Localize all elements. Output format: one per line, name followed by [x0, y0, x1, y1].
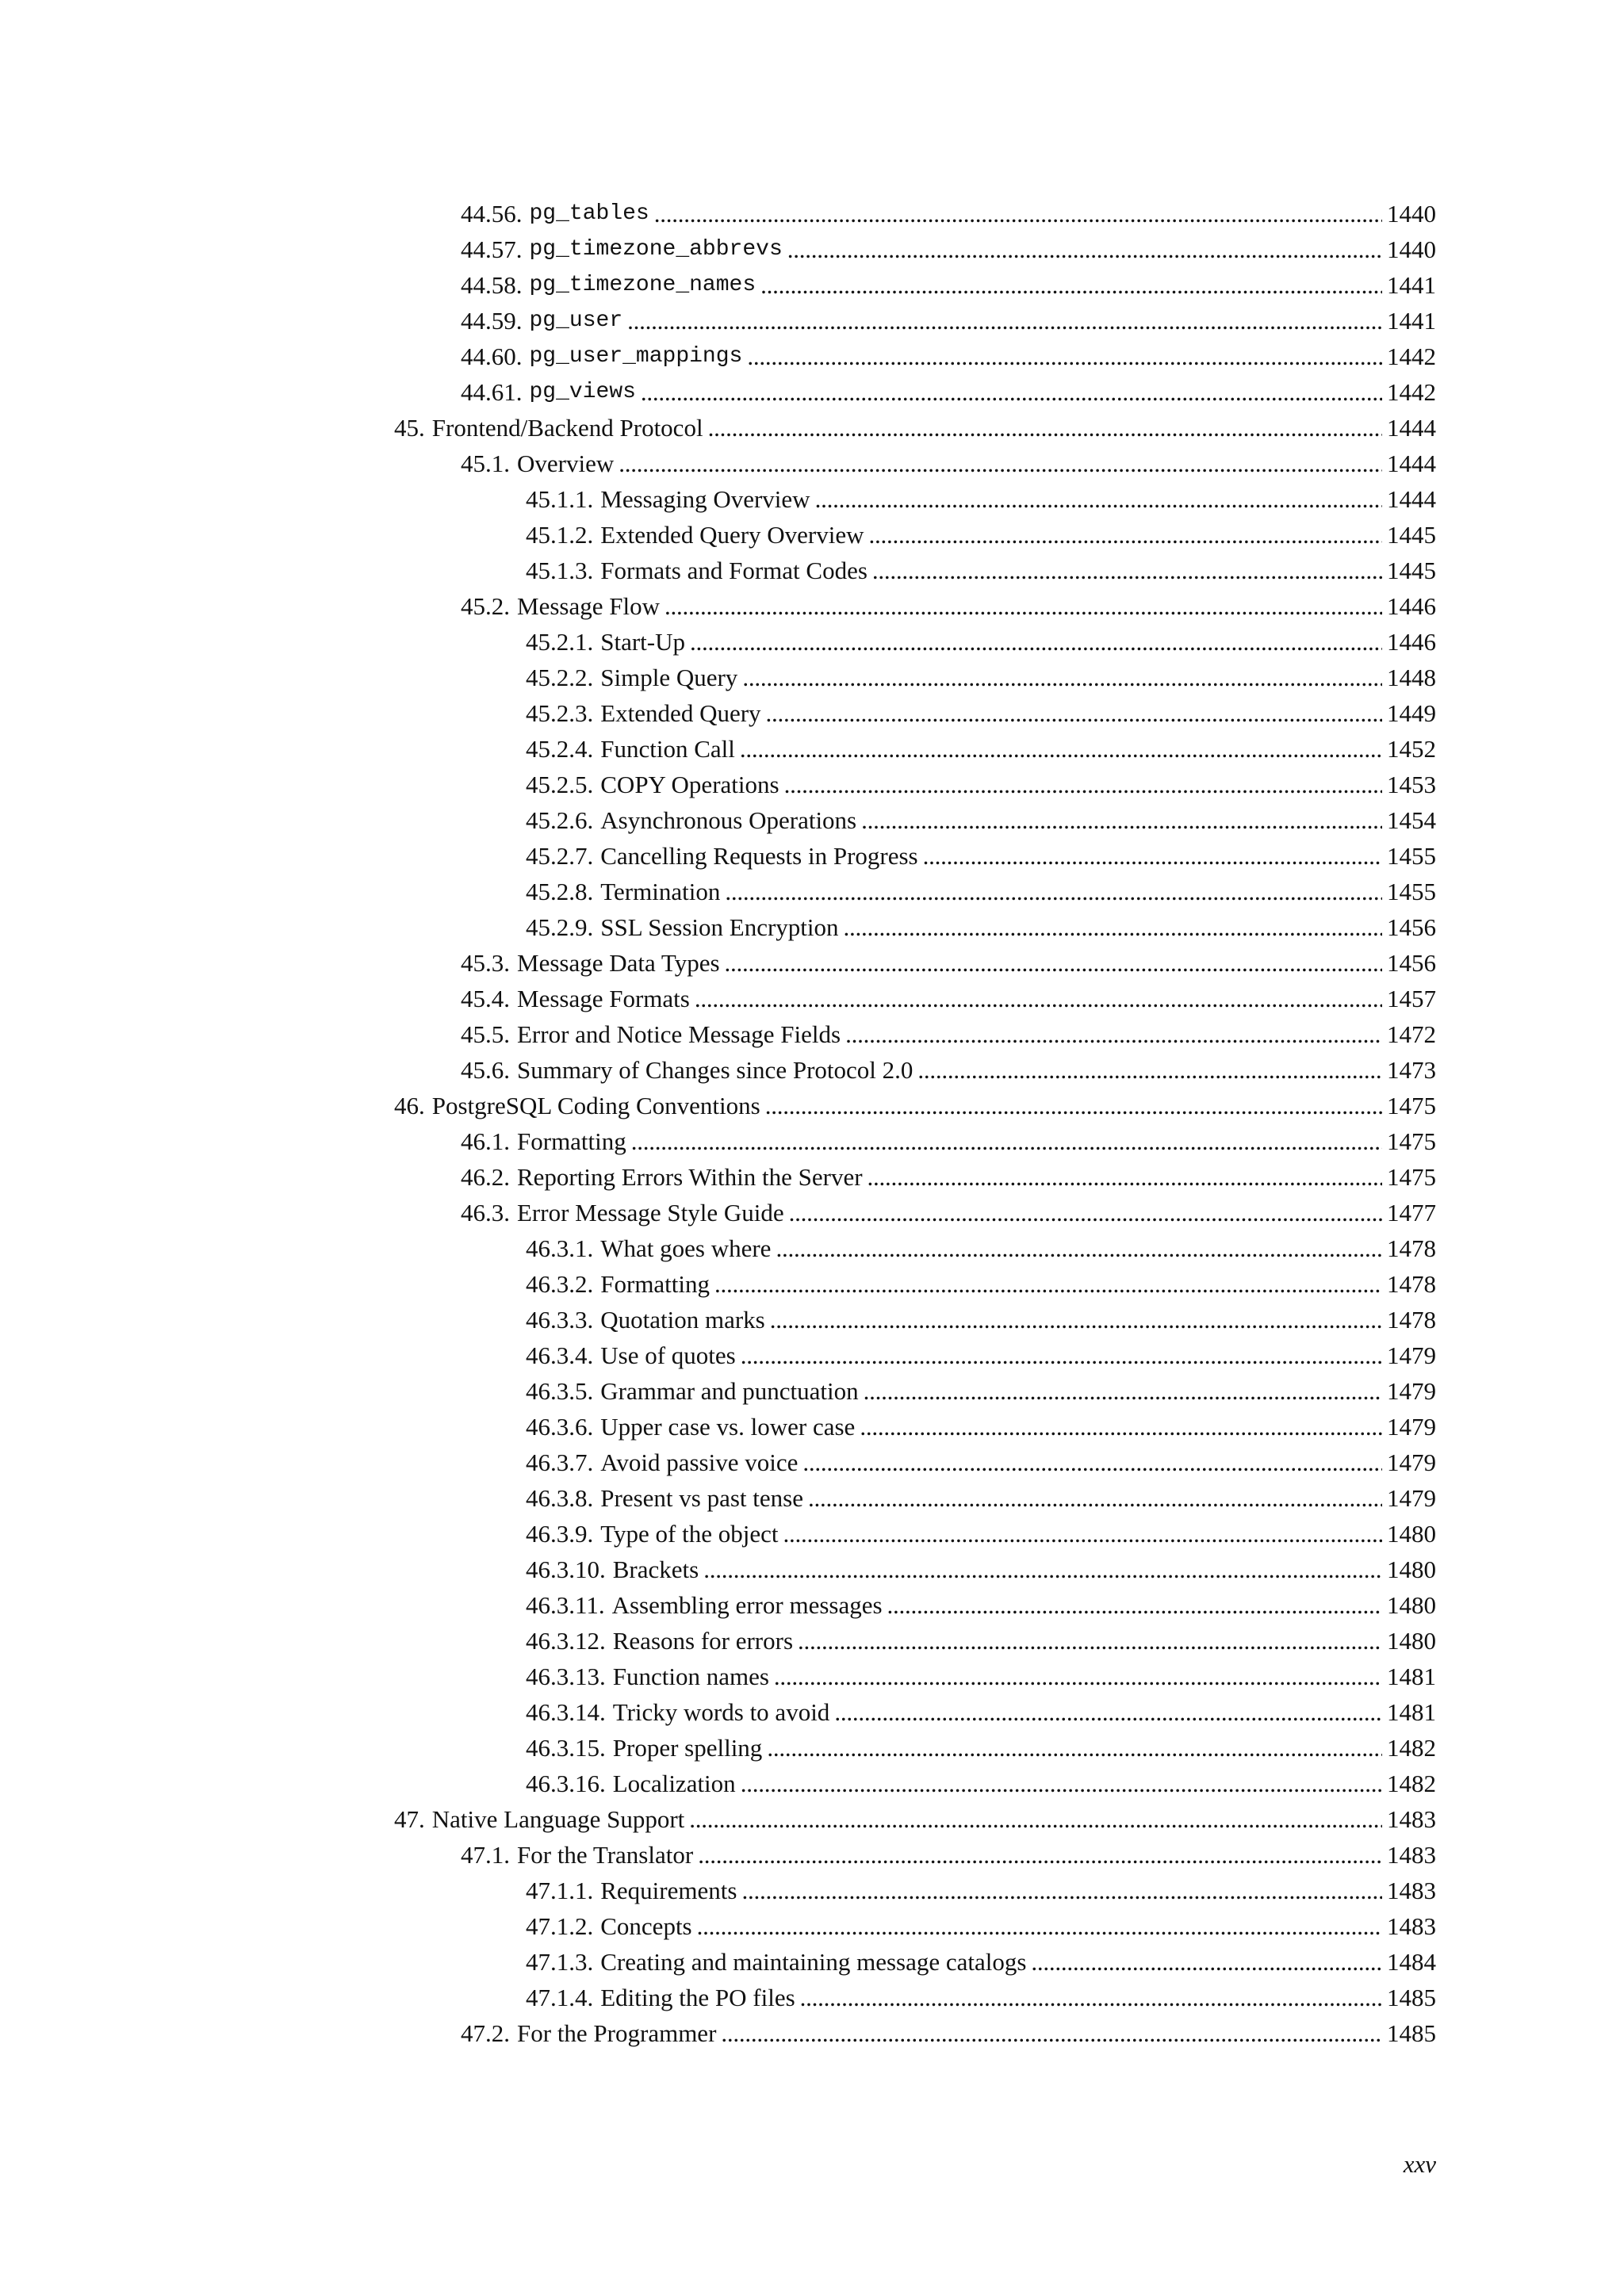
toc-entry-page: 1440 [1387, 235, 1436, 263]
toc-entry-page: 1480 [1387, 1627, 1436, 1655]
toc-entry-title: Brackets [612, 1556, 699, 1583]
toc-entry-page: 1456 [1387, 949, 1436, 977]
toc-entry[interactable] [526, 1372, 1436, 1407]
toc-dot-leader [631, 1126, 1382, 1158]
toc-entry-number: 46.3.10. [526, 1556, 606, 1583]
toc-entry-title: pg_timezone_names [529, 273, 756, 297]
toc-entry[interactable] [461, 1835, 1436, 1871]
toc-entry-number: 46.3.6. [526, 1413, 594, 1441]
toc-entry-number: 45.2.5. [526, 771, 594, 798]
toc-entry-number: 45.2. [461, 592, 510, 620]
toc-entry-title: Native Language Support [431, 1805, 685, 1833]
toc-entry-number: 45.3. [461, 949, 510, 977]
toc-dot-leader [868, 1161, 1382, 1193]
toc-entry-title: Grammar and punctuation [600, 1377, 859, 1405]
toc-entry[interactable] [526, 1443, 1436, 1479]
toc-entry-page: 1485 [1387, 1984, 1436, 2011]
toc-entry-page: 1480 [1387, 1520, 1436, 1548]
toc-entry-number: 46.3.16. [526, 1770, 606, 1797]
toc-entry[interactable] [526, 801, 1436, 836]
toc-entry-title: Reporting Errors Within the Server [517, 1163, 863, 1191]
toc-entry[interactable] [526, 872, 1436, 908]
toc-entry[interactable] [526, 1693, 1436, 1728]
toc-entry[interactable] [461, 587, 1436, 622]
toc-entry[interactable] [461, 1158, 1436, 1193]
toc-entry[interactable] [526, 765, 1436, 801]
toc-dot-leader [689, 1804, 1382, 1835]
toc-entry-page: 1452 [1387, 735, 1436, 763]
toc-dot-leader [721, 2018, 1382, 2049]
toc-entry-page: 1444 [1387, 485, 1436, 513]
toc-entry[interactable] [526, 1942, 1436, 1978]
toc-entry-number: 45.2.6. [526, 806, 594, 834]
toc-entry[interactable] [526, 1265, 1436, 1300]
toc-entry-title: Upper case vs. lower case [600, 1413, 856, 1441]
toc-dot-leader [767, 1732, 1382, 1764]
toc-entry-title: Function Call [600, 735, 735, 763]
toc-dot-leader [860, 1411, 1382, 1443]
toc-entry-page: 1478 [1387, 1234, 1436, 1262]
toc-entry-page: 1480 [1387, 1591, 1436, 1619]
toc-entry[interactable] [526, 1300, 1436, 1336]
toc-entry-page: 1441 [1387, 271, 1436, 299]
toc-entry-page: 1483 [1387, 1912, 1436, 1940]
toc-entry[interactable] [526, 515, 1436, 551]
toc-dot-leader [665, 591, 1382, 622]
toc-entry-number: 45.1.1. [526, 485, 594, 513]
toc-entry-page: 1477 [1387, 1199, 1436, 1226]
toc-entry-number: 45.2.7. [526, 842, 594, 870]
toc-entry-title: Present vs past tense [600, 1484, 803, 1512]
toc-entry-number: 46.3.13. [526, 1663, 606, 1690]
toc-entry-number: 45.2.4. [526, 735, 594, 763]
toc-entry-title: Editing the PO files [600, 1984, 795, 2011]
toc-entry-title: Message Flow [517, 592, 660, 620]
toc-entry-page: 1479 [1387, 1341, 1436, 1369]
toc-entry-page: 1475 [1387, 1127, 1436, 1155]
toc-entry-title: Function names [612, 1663, 769, 1690]
toc-entry[interactable] [526, 1407, 1436, 1443]
toc-dot-leader [770, 1304, 1382, 1336]
toc-dot-leader [760, 270, 1382, 301]
toc-entry-page: 1456 [1387, 913, 1436, 941]
toc-dot-leader [766, 698, 1382, 729]
toc-entry-title: Overview [517, 450, 615, 477]
toc-entry-number: 45. [394, 414, 425, 442]
toc-entry-number: 46.3.8. [526, 1484, 594, 1512]
toc-entry-title: Avoid passive voice [600, 1448, 799, 1476]
toc-entry-page: 1455 [1387, 878, 1436, 905]
toc-dot-leader [802, 1447, 1382, 1479]
toc-entry[interactable] [461, 2014, 1436, 2049]
toc-dot-leader [725, 876, 1382, 908]
toc-entry-page: 1479 [1387, 1377, 1436, 1405]
toc-entry-page: 1481 [1387, 1698, 1436, 1726]
toc-entry[interactable] [526, 1907, 1436, 1942]
toc-entry-title: pg_user_mappings [529, 344, 743, 369]
toc-entry[interactable] [526, 551, 1436, 587]
toc-dot-leader [741, 1340, 1382, 1372]
toc-entry[interactable] [526, 729, 1436, 765]
toc-entry-number: 47.1.1. [526, 1877, 594, 1904]
toc-entry-number: 46.3.2. [526, 1270, 594, 1298]
toc-entry[interactable] [526, 836, 1436, 872]
toc-entry-title: Cancelling Requests in Progress [600, 842, 918, 870]
toc-entry-page: 1483 [1387, 1877, 1436, 1904]
toc-entry-title: Message Formats [517, 985, 690, 1012]
toc-entry-number: 46.3.15. [526, 1734, 606, 1762]
toc-entry-number: 45.1. [461, 450, 510, 477]
toc-entry[interactable] [526, 1229, 1436, 1265]
toc-entry-page: 1441 [1387, 307, 1436, 335]
toc-entry-title: For the Translator [517, 1841, 694, 1869]
toc-entry-number: 46.3.3. [526, 1306, 594, 1334]
toc-entry-title: Creating and maintaining message catalogs [600, 1948, 1027, 1976]
toc-entry-page: 1448 [1387, 664, 1436, 691]
toc-entry-number: 47.1. [461, 1841, 510, 1869]
toc-entry-number: 47.1.4. [526, 1984, 594, 2011]
toc-entry-number: 45.2.2. [526, 664, 594, 691]
toc-entry-number: 46.3.11. [526, 1591, 605, 1619]
toc-dot-leader [917, 1054, 1382, 1086]
toc-entry-title: Quotation marks [600, 1306, 765, 1334]
toc-entry[interactable] [461, 230, 1436, 266]
toc-entry-title: Start-Up [600, 628, 686, 656]
toc-entry-page: 1446 [1387, 592, 1436, 620]
toc-dot-leader [784, 769, 1382, 801]
toc-entry-title: Requirements [600, 1877, 737, 1904]
toc-entry-number: 47. [394, 1805, 425, 1833]
toc-dot-leader [697, 1911, 1382, 1942]
toc-entry-page: 1475 [1387, 1163, 1436, 1191]
toc-dot-leader [845, 1019, 1382, 1050]
toc-entry-title: Error and Notice Message Fields [517, 1020, 841, 1048]
toc-dot-leader [741, 1875, 1382, 1907]
toc-entry-title: SSL Session Encryption [600, 913, 839, 941]
toc-entry[interactable] [394, 408, 1436, 444]
toc-entry[interactable] [526, 1586, 1436, 1621]
toc-entry[interactable] [394, 1086, 1436, 1122]
toc-entry-number: 45.2.3. [526, 699, 594, 727]
toc-entry-number: 47.2. [461, 2019, 510, 2047]
toc-entry-title: Proper spelling [612, 1734, 763, 1762]
toc-dot-leader [619, 448, 1382, 480]
toc-dot-leader [695, 983, 1382, 1015]
toc-dot-leader [765, 1090, 1382, 1122]
toc-entry[interactable] [526, 658, 1436, 694]
toc-entry[interactable] [461, 444, 1436, 480]
toc-entry-page: 1457 [1387, 985, 1436, 1012]
toc-entry-page: 1483 [1387, 1841, 1436, 1869]
toc-entry-title: Concepts [600, 1912, 692, 1940]
toc-entry[interactable] [526, 1514, 1436, 1550]
toc-entry[interactable] [526, 480, 1436, 515]
toc-entry-page: 1479 [1387, 1413, 1436, 1441]
toc-entry-page: 1472 [1387, 1020, 1436, 1048]
toc-entry-title: Formats and Format Codes [600, 557, 868, 584]
toc-entry-page: 1478 [1387, 1306, 1436, 1334]
toc-entry-number: 46.3.1. [526, 1234, 594, 1262]
toc-dot-leader [641, 377, 1382, 408]
toc-entry-number: 47.1.3. [526, 1948, 594, 1976]
toc-entry[interactable] [526, 1336, 1436, 1372]
toc-entry[interactable] [526, 908, 1436, 943]
toc-entry-number: 44.58. [461, 271, 523, 299]
toc-entry-title: Formatting [600, 1270, 710, 1298]
toc-entry-title: Termination [600, 878, 721, 905]
toc-entry-title: pg_tables [529, 201, 649, 226]
toc-dot-leader [776, 1233, 1382, 1265]
toc-entry[interactable] [526, 1871, 1436, 1907]
toc-entry-page: 1482 [1387, 1734, 1436, 1762]
toc-entry-page: 1444 [1387, 450, 1436, 477]
toc-entry-title: For the Programmer [517, 2019, 717, 2047]
toc-dot-leader [714, 1269, 1382, 1300]
toc-entry-number: 44.57. [461, 235, 523, 263]
toc-dot-leader [844, 912, 1382, 943]
toc-dot-leader [703, 1554, 1382, 1586]
toc-entry-number: 44.59. [461, 307, 523, 335]
toc-dot-leader [690, 626, 1382, 658]
toc-entry-page: 1449 [1387, 699, 1436, 727]
toc-dot-leader [654, 198, 1382, 230]
toc-dot-leader [783, 1518, 1382, 1550]
toc-entry-page: 1442 [1387, 378, 1436, 406]
toc-entry-title: What goes where [600, 1234, 772, 1262]
toc-entry-title: PostgreSQL Coding Conventions [431, 1092, 760, 1119]
toc-entry-title: Extended Query [600, 699, 761, 727]
toc-entry-title: Extended Query Overview [600, 521, 864, 549]
toc-entry-title: Use of quotes [600, 1341, 736, 1369]
toc-entry[interactable] [461, 979, 1436, 1015]
toc-dot-leader [747, 341, 1382, 373]
toc-dot-leader [774, 1661, 1382, 1693]
toc-dot-leader [1031, 1946, 1382, 1978]
toc-dot-leader [798, 1625, 1382, 1657]
toc-entry-title: Type of the object [600, 1520, 779, 1548]
toc-entry-page: 1480 [1387, 1556, 1436, 1583]
toc-entry[interactable] [526, 1978, 1436, 2014]
toc-entry-number: 47.1.2. [526, 1912, 594, 1940]
toc-entry[interactable] [461, 194, 1436, 230]
toc-entry-number: 45.4. [461, 985, 510, 1012]
toc-entry-page: 1483 [1387, 1805, 1436, 1833]
toc-entry-page: 1445 [1387, 557, 1436, 584]
toc-entry[interactable] [526, 1550, 1436, 1586]
toc-dot-leader [741, 1768, 1382, 1800]
toc-entry-page: 1485 [1387, 2019, 1436, 2047]
toc-entry-number: 46.3.12. [526, 1627, 606, 1655]
toc-entry-title: Simple Query [600, 664, 738, 691]
toc-entry-title: Formatting [517, 1127, 626, 1155]
toc-entry-page: 1440 [1387, 200, 1436, 228]
toc-entry-number: 46.3.5. [526, 1377, 594, 1405]
toc-dot-leader [740, 733, 1382, 765]
toc-entry-page: 1446 [1387, 628, 1436, 656]
toc-entry-title: Messaging Overview [600, 485, 810, 513]
toc-entry-title: Assembling error messages [611, 1591, 883, 1619]
toc-entry[interactable] [461, 301, 1436, 337]
toc-entry-number: 46.3.9. [526, 1520, 594, 1548]
toc-entry-title: Message Data Types [517, 949, 720, 977]
toc-entry-page: 1445 [1387, 521, 1436, 549]
toc-entry-number: 46.3. [461, 1199, 510, 1226]
toc-entry-page: 1444 [1387, 414, 1436, 442]
toc-entry-page: 1475 [1387, 1092, 1436, 1119]
toc-entry-page: 1478 [1387, 1270, 1436, 1298]
toc-entry-page: 1454 [1387, 806, 1436, 834]
toc-entry-number: 44.61. [461, 378, 523, 406]
toc-entry-number: 45.6. [461, 1056, 510, 1084]
toc-entry-number: 46.1. [461, 1127, 510, 1155]
toc-entry-number: 45.1.3. [526, 557, 594, 584]
toc-entry[interactable] [526, 1728, 1436, 1764]
toc-dot-leader [742, 662, 1382, 694]
toc-dot-leader [815, 484, 1382, 515]
toc-entry[interactable] [526, 1621, 1436, 1657]
toc-entry[interactable] [461, 1050, 1436, 1086]
toc-entry[interactable] [461, 337, 1436, 373]
toc-dot-leader [789, 1197, 1382, 1229]
toc-entry-title: Reasons for errors [612, 1627, 794, 1655]
toc-entry-title: Frontend/Backend Protocol [431, 414, 703, 442]
toc-entry-number: 46.2. [461, 1163, 510, 1191]
toc-entry-page: 1482 [1387, 1770, 1436, 1797]
toc-entry-title: pg_views [529, 380, 636, 404]
toc-entry-title: pg_timezone_abbrevs [529, 237, 783, 262]
toc-entry-number: 44.60. [461, 342, 523, 370]
toc-entry[interactable] [461, 1122, 1436, 1158]
toc-entry[interactable] [394, 1800, 1436, 1835]
toc-dot-leader [787, 234, 1382, 266]
toc-entry-title: Tricky words to avoid [612, 1698, 830, 1726]
toc-entry-number: 46.3.4. [526, 1341, 594, 1369]
toc-dot-leader [861, 805, 1382, 836]
toc-dot-leader [708, 412, 1382, 444]
toc-entry-number: 46. [394, 1092, 425, 1119]
toc-dot-leader [725, 947, 1382, 979]
toc-entry-title: Error Message Style Guide [517, 1199, 784, 1226]
toc-entry[interactable] [461, 266, 1436, 301]
toc-entry-page: 1479 [1387, 1484, 1436, 1512]
toc-entry-title: COPY Operations [600, 771, 779, 798]
toc-entry-number: 44.56. [461, 200, 523, 228]
toc-entry-page: 1453 [1387, 771, 1436, 798]
toc-dot-leader [869, 519, 1382, 551]
toc-entry-title: pg_user [529, 308, 623, 333]
toc-entry-page: 1455 [1387, 842, 1436, 870]
toc-entry[interactable] [461, 373, 1436, 408]
toc-dot-leader [864, 1376, 1382, 1407]
toc-entry-page: 1484 [1387, 1948, 1436, 1976]
toc-entry-number: 45.1.2. [526, 521, 594, 549]
toc-dot-leader [872, 555, 1382, 587]
toc-dot-leader [808, 1483, 1382, 1514]
toc-entry[interactable] [526, 694, 1436, 729]
toc-dot-leader [627, 305, 1382, 337]
toc-entry[interactable] [461, 1193, 1436, 1229]
toc-dot-leader [834, 1697, 1382, 1728]
toc-dot-leader [800, 1982, 1382, 2014]
toc-entry-number: 45.2.1. [526, 628, 594, 656]
toc-entry[interactable] [526, 622, 1436, 658]
toc-entry[interactable] [526, 1764, 1436, 1800]
toc-entry-number: 46.3.14. [526, 1698, 606, 1726]
toc-dot-leader [887, 1590, 1382, 1621]
toc-entry-title: Asynchronous Operations [600, 806, 857, 834]
toc-entry-page: 1442 [1387, 342, 1436, 370]
toc-entry-number: 45.5. [461, 1020, 510, 1048]
toc-entry[interactable] [461, 1015, 1436, 1050]
toc-entry-title: Summary of Changes since Protocol 2.0 [517, 1056, 914, 1084]
toc-entry[interactable] [461, 943, 1436, 979]
toc-entry-title: Localization [612, 1770, 736, 1797]
toc-entry-page: 1479 [1387, 1448, 1436, 1476]
page-number-footer: xxv [1403, 2150, 1436, 2178]
toc-entry-page: 1473 [1387, 1056, 1436, 1084]
toc-dot-leader [698, 1839, 1382, 1871]
toc-entry-number: 45.2.9. [526, 913, 594, 941]
toc-entry-number: 45.2.8. [526, 878, 594, 905]
toc-entry-page: 1481 [1387, 1663, 1436, 1690]
toc-entry-number: 46.3.7. [526, 1448, 594, 1476]
toc-dot-leader [923, 840, 1382, 872]
toc-entry[interactable] [526, 1479, 1436, 1514]
toc-entry[interactable] [526, 1657, 1436, 1693]
